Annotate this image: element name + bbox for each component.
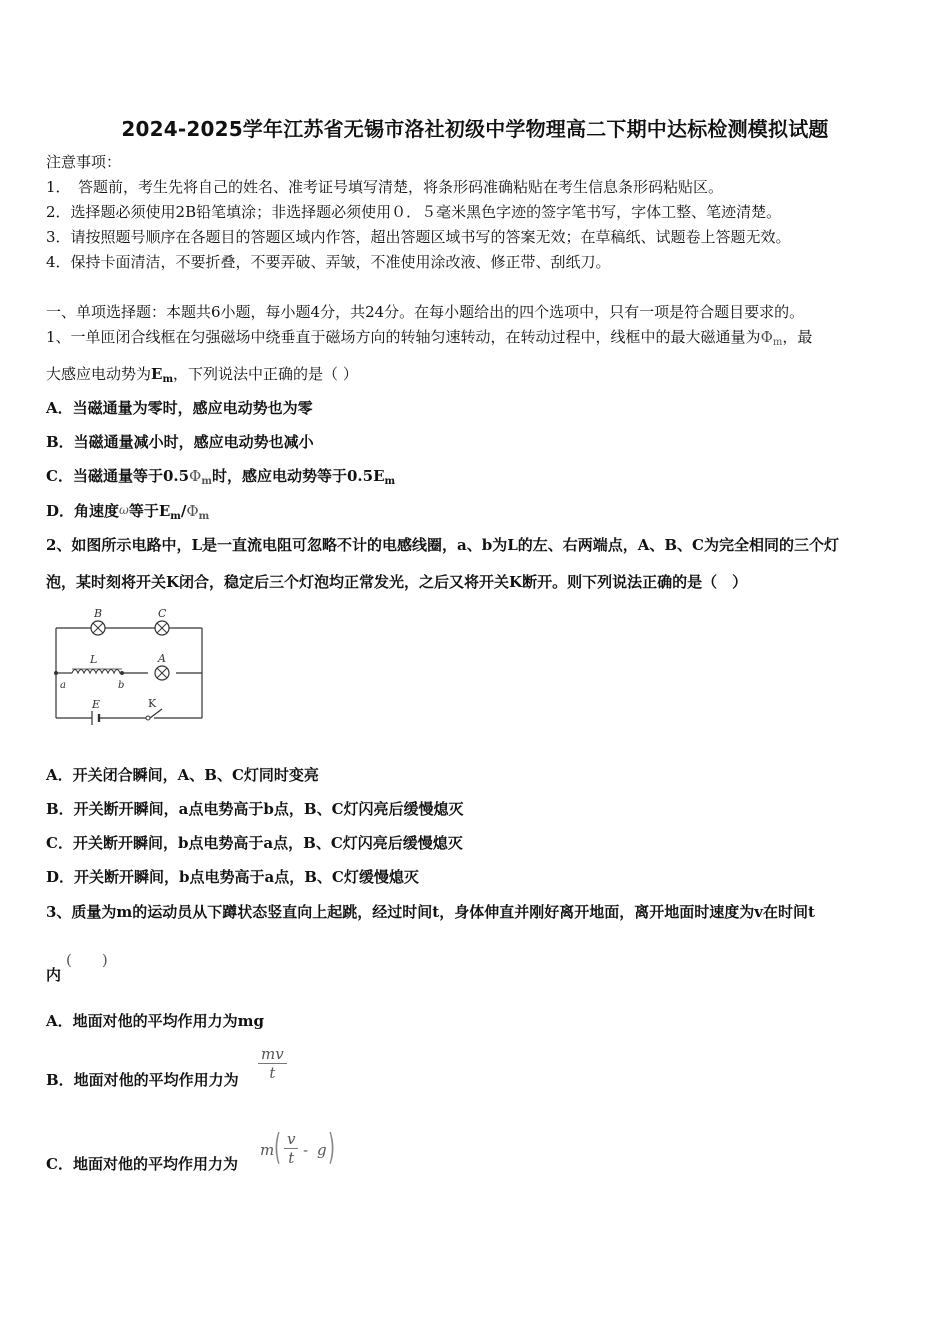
q3-stem-line2: 内 xyxy=(46,966,62,984)
q1-stem-text-b1: 大感应电动势为 xyxy=(46,365,152,383)
phi-subscript: m xyxy=(201,476,212,487)
q1-stem-line2 xyxy=(46,364,358,390)
phi-subscript: m xyxy=(198,511,210,522)
node-b xyxy=(120,671,124,675)
left-paren: ( xyxy=(274,1127,282,1168)
label-b: B xyxy=(94,607,103,620)
formula-m: m xyxy=(260,1141,275,1159)
bulb-a xyxy=(155,666,169,680)
fraction-numerator: mv xyxy=(258,1045,287,1064)
label-l: L xyxy=(90,653,98,666)
emf-subscript: m xyxy=(384,476,396,487)
emf-symbol: E xyxy=(158,502,171,520)
node-a xyxy=(54,671,58,675)
switch-contact xyxy=(146,716,150,720)
q1-stem-end: ，最 xyxy=(782,328,813,346)
phi-symbol: Φ xyxy=(760,328,773,346)
fraction-numerator: v xyxy=(284,1130,298,1149)
bulb-b xyxy=(91,621,105,635)
inductor-coil xyxy=(72,670,122,674)
bulb-c xyxy=(155,621,169,635)
q1-option-d xyxy=(46,500,209,527)
fraction-mv-over-t xyxy=(258,1045,287,1082)
q2-option-b: B．开关断开瞬间，a点电势高于b点，B、C灯闪亮后缓慢熄灭 xyxy=(46,800,464,818)
q2-stem-line2: 泡，某时刻将开关K闭合，稳定后三个灯泡均正常发光，之后又将开关K断开。则下列说法正确的是（ ） xyxy=(46,573,748,591)
battery xyxy=(92,711,99,725)
label-a-bulb: A xyxy=(158,652,166,665)
q1-option-c-text1: C．当磁通量等于0.5 xyxy=(46,467,190,485)
circuit-diagram xyxy=(50,600,210,725)
notice-item-1: 1． 答题前，考生先将自己的姓名、准考证号填写清楚，将条形码准确粘贴在考生信息条形码粘贴区。 xyxy=(46,178,724,196)
label-e: E xyxy=(92,698,101,711)
notice-item-4: 4．保持卡面清洁，不要折叠，不要弄破、弄皱，不准使用涂改液、修正带、刮纸刀。 xyxy=(46,253,611,271)
q2-option-a: A．开关闭合瞬间，A、B、C灯同时变亮 xyxy=(46,766,319,784)
notice-heading: 注意事项： xyxy=(46,153,122,171)
fraction-v-over-t xyxy=(284,1130,298,1167)
label-k: K xyxy=(148,697,157,710)
q1-stem-text-b2: ，下列说法中正确的是（ ） xyxy=(173,365,358,383)
fraction-denominator: t xyxy=(269,1064,276,1082)
q1-option-c xyxy=(46,466,395,492)
q1-option-a: A．当磁通量为零时，感应电动势也为零 xyxy=(46,399,313,417)
q3-stem-line1: 3、质量为m的运动员从下蹲状态竖直向上起跳，经过时间t，身体伸直并刚好离开地面，离开地面时速度为v在时间t xyxy=(46,903,815,921)
q3-option-c: C．地面对他的平均作用力为 xyxy=(46,1155,238,1173)
q1-option-d-text1: D．角速度 xyxy=(46,502,120,520)
label-c: C xyxy=(158,607,167,620)
label-b-node: b xyxy=(118,680,125,691)
slash: / xyxy=(180,502,187,520)
q2-option-c: C．开关断开瞬间，b点电势高于a点，B、C灯闪亮后缓慢熄灭 xyxy=(46,834,463,852)
q1-option-b: B．当磁通量减小时，感应电动势也减小 xyxy=(46,433,314,451)
q3-option-a: A．地面对他的平均作用力为mg xyxy=(46,1012,264,1030)
emf-symbol: E xyxy=(151,365,163,383)
phi-subscript: m xyxy=(772,337,783,348)
answer-parenthesis: ( ) xyxy=(66,951,108,969)
emf-subscript: m xyxy=(170,511,181,522)
phi-symbol: Φ xyxy=(189,467,202,485)
right-paren: ) xyxy=(328,1127,336,1168)
notice-item-2: 2．选择题必须使用2B铅笔填涂；非选择题必须使用０．５毫米黑色字迹的签字笔书写，字体工整、笔迹清楚。 xyxy=(46,203,782,221)
q1-option-c-text3: 0.5E xyxy=(346,467,385,485)
q2-stem-line1: 2、如图所示电路中，L是一直流电阻可忽略不计的电感线圈，a、b为L的左、右两端点，A、B、C为完全相同的三个灯 xyxy=(46,536,839,554)
section-heading: 一、单项选择题：本题共6小题，每小题4分，共24分。在每小题给出的四个选项中，只有一项是符合题目要求的。 xyxy=(46,303,805,321)
q1-stem-line1 xyxy=(46,327,812,353)
phi-symbol: Φ xyxy=(186,502,199,520)
page-title: 2024-2025学年江苏省无锡市洛社初级中学物理高二下期中达标检测模拟试题 xyxy=(121,117,829,141)
q1-stem-text: 1、一单匝闭合线框在匀强磁场中绕垂直于磁场方向的转轴匀速转动，在转动过程中，线框中的最大磁通量为 xyxy=(46,328,761,346)
q2-option-d: D．开关断开瞬间，b点电势高于a点，B、C灯缓慢熄灭 xyxy=(46,868,419,886)
emf-subscript: m xyxy=(162,374,174,385)
omega-symbol: ω xyxy=(119,503,129,517)
q1-option-d-text2: 等于 xyxy=(128,502,159,520)
q3-option-b: B．地面对他的平均作用力为 xyxy=(46,1071,239,1089)
notice-item-3: 3．请按照题号顺序在各题目的答题区域内作答，超出答题区域书写的答案无效；在草稿纸、试题卷上答题无效。 xyxy=(46,228,791,246)
minus-sign: - xyxy=(303,1141,309,1159)
label-a-node: a xyxy=(60,680,66,691)
fraction-denominator: t xyxy=(288,1149,295,1167)
q1-option-c-text2: 时，感应电动势等于 xyxy=(211,467,347,485)
formula-g: g xyxy=(317,1141,327,1159)
